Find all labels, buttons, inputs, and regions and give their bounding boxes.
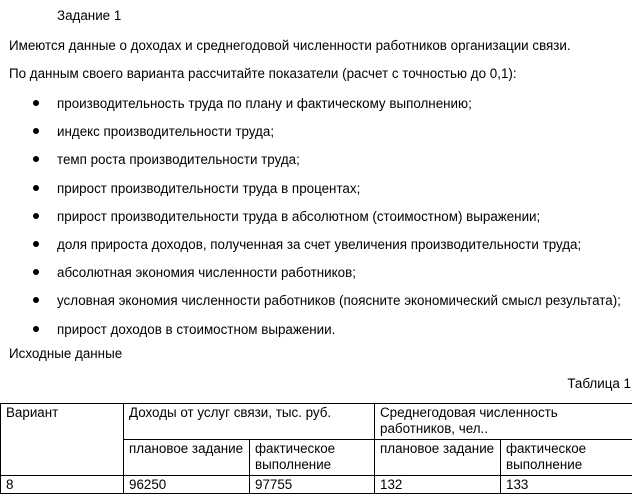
bullet-icon	[33, 213, 39, 219]
bullet-icon	[33, 156, 39, 162]
list-item-text: темп роста производительности труда;	[57, 152, 300, 168]
table-header-row	[1, 404, 632, 440]
list-item-text: условная экономия численности работников (поясните экономический смысл результата);	[57, 293, 621, 309]
list-item-text: прирост производительности труда в абсолютном (стоимостном) выражении;	[57, 208, 541, 224]
source-data-table	[0, 403, 632, 494]
list-item-text: абсолютная экономия численности работников;	[57, 265, 356, 281]
list-item-text: индекс производительности труда;	[57, 124, 275, 140]
cell-income-fact: 97755	[250, 476, 375, 494]
bullet-icon	[33, 185, 39, 191]
cell-variant: 8	[1, 476, 124, 494]
subheader-income-fact: фактическое выполнение	[250, 440, 375, 476]
source-data-heading: Исходные данные	[9, 346, 123, 361]
header-income-group: Доходы от услуг связи, тыс. руб.	[124, 404, 375, 440]
cell-staff-plan: 132	[375, 476, 501, 494]
header-staff-group: Среднегодовая численность работников, чел..	[375, 404, 632, 440]
task-title: Задание 1	[57, 8, 122, 23]
cell-income-plan: 96250	[124, 476, 250, 494]
subheader-staff-plan: плановое задание	[375, 440, 501, 476]
cell-staff-fact: 133	[501, 476, 632, 494]
bullet-icon	[33, 269, 39, 275]
list-item-text: прирост производительности труда в процентах;	[57, 180, 361, 196]
table-caption: Таблица 1	[567, 376, 631, 391]
header-variant: Вариант	[1, 404, 124, 476]
bullet-icon	[33, 128, 39, 134]
bullet-icon	[33, 326, 39, 332]
bullet-icon	[33, 297, 39, 303]
bullet-icon	[33, 100, 39, 106]
table-row	[1, 476, 632, 494]
subheader-income-plan: плановое задание	[124, 440, 250, 476]
list-item-text: доля прироста доходов, полученная за счет увеличения производительности труда;	[57, 236, 582, 252]
intro-paragraph: Имеются данные о доходах и среднегодовой численности работников организации связи.	[9, 38, 571, 53]
bullet-icon	[33, 241, 39, 247]
list-item-text: производительность труда по плану и фактическому выполнению;	[57, 96, 472, 111]
instruction-paragraph: По данным своего варианта рассчитайте показатели (расчет с точностью до 0,1):	[9, 66, 517, 81]
list-item-text: прирост доходов в стоимостном выражении.	[57, 321, 336, 337]
subheader-staff-fact: фактическое выполнение	[501, 440, 632, 476]
